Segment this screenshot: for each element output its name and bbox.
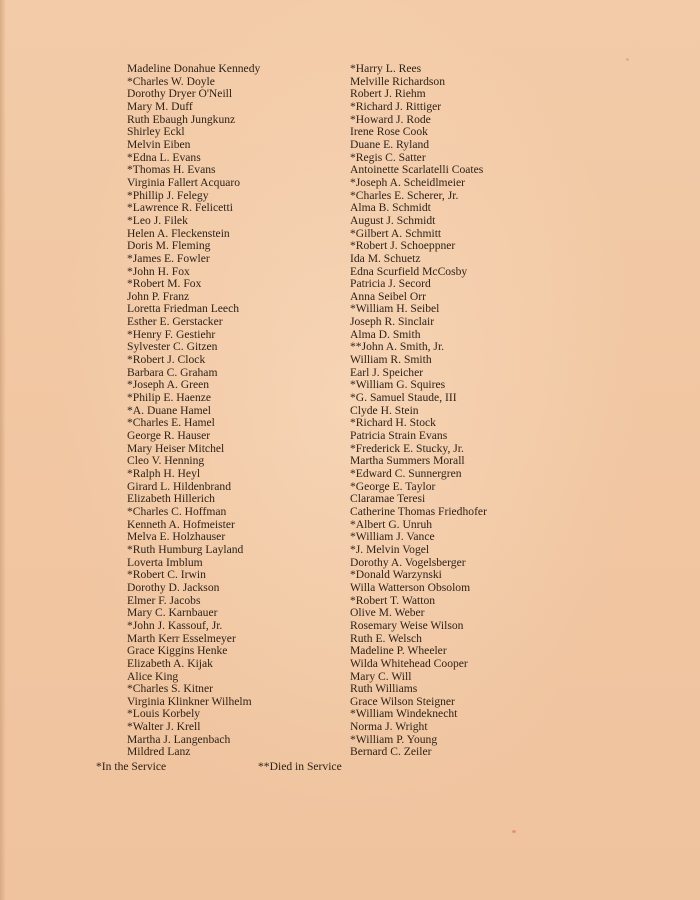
name-entry: Loverta Imblum (127, 555, 203, 569)
name-entry: Elmer F. Jacobs (127, 593, 201, 607)
name-entry: *Gilbert A. Schmitt (350, 226, 442, 240)
name-entry: *Ruth Humburg Layland (127, 542, 244, 556)
name-entry: Mildred Lanz (127, 745, 191, 759)
name-entry: Alma B. Schmidt (350, 201, 431, 215)
paper-stain (626, 58, 629, 61)
name-entry: Mary C. Will (350, 669, 412, 683)
name-entry: Alma D. Smith (350, 327, 421, 341)
name-entry: Dorothy D. Jackson (127, 580, 220, 594)
name-entry: *William J. Vance (350, 530, 435, 544)
name-entry: George R. Hauser (127, 429, 211, 443)
name-entry: *Robert C. Irwin (127, 568, 206, 582)
name-entry: **John A. Smith, Jr. (350, 340, 445, 354)
name-entry: August J. Schmidt (350, 213, 436, 227)
name-entry: Ida M. Schuetz (350, 251, 421, 265)
name-entry: *Robert T. Watton (350, 593, 436, 607)
name-entry: John P. Franz (127, 289, 190, 303)
name-entry: *Henry F. Gestiehr (127, 327, 216, 341)
name-entry: Virginia Fallert Acquaro (127, 175, 241, 189)
name-entry: Melvin Eiben (127, 137, 191, 151)
name-entry: Girard L. Hildenbrand (127, 479, 231, 493)
name-entry: Doris M. Fleming (127, 239, 211, 253)
names-column-right (350, 63, 487, 759)
name-entry: Irene Rose Cook (350, 125, 428, 139)
name-entry: *Thomas H. Evans (127, 163, 216, 177)
name-entry: Antoinette Scarlatelli Coates (350, 163, 484, 177)
footnote-in-service: *In the Service (96, 760, 167, 773)
name-entry: *Richard H. Stock (350, 416, 436, 430)
name-entry: Patricia Strain Evans (350, 429, 448, 443)
name-entry: Wilda Whitehead Cooper (350, 656, 468, 670)
name-entry: Grace Kiggins Henke (127, 644, 228, 658)
name-entry: Rosemary Weise Wilson (350, 618, 464, 632)
name-entry: Virginia Klinkner Wilhelm (127, 694, 252, 708)
page-edge-shadow (0, 0, 6, 900)
name-entry: *Howard J. Rode (350, 112, 431, 126)
name-entry: Joseph R. Sinclair (350, 315, 435, 329)
name-entry: *Lawrence R. Felicetti (127, 201, 233, 215)
name-entry: *G. Samuel Staude, III (350, 391, 457, 405)
name-entry: *Joseph A. Green (127, 378, 210, 392)
name-entry: Claramae Teresi (350, 492, 426, 506)
name-entry: *Charles E. Scherer, Jr. (350, 188, 459, 202)
name-entry: Robert J. Riehm (350, 87, 426, 101)
name-entry: Madeline P. Wheeler (350, 644, 447, 658)
name-entry: Bernard C. Zeiler (350, 745, 432, 759)
name-entry: *Robert J. Schoeppner (350, 239, 456, 253)
name-entry: *George E. Taylor (350, 479, 436, 493)
name-entry: Patricia J. Secord (350, 277, 431, 291)
name-entry: *Charles S. Kitner (127, 682, 213, 696)
name-entry: William R. Smith (350, 353, 432, 367)
name-entry: *Philip E. Haenze (127, 391, 212, 405)
name-entry: Clyde H. Stein (350, 403, 419, 417)
name-entry: Elizabeth A. Kijak (127, 656, 213, 670)
name-entry: Mary Heiser Mitchel (127, 441, 225, 455)
name-entry: Duane E. Ryland (350, 137, 430, 151)
paper-stain (512, 830, 516, 833)
name-entry: *William Windeknecht (350, 707, 458, 721)
name-entry: *Robert M. Fox (127, 277, 202, 291)
name-entry: Earl J. Speicher (350, 365, 424, 379)
name-entry: Martha J. Langenbach (127, 732, 231, 746)
name-entry: Martha Summers Morall (350, 454, 465, 468)
name-entry: *John H. Fox (127, 264, 190, 278)
name-entry: Dorothy Dryer O'Neill (127, 87, 233, 101)
name-entry: *William H. Seibel (350, 302, 440, 316)
name-entry: *Ralph H. Heyl (127, 467, 201, 480)
name-entry: *William P. Young (350, 732, 438, 746)
name-entry: Barbara C. Graham (127, 365, 218, 379)
name-entry: *Phillip J. Felegy (127, 188, 209, 202)
names-column-left (127, 63, 260, 759)
name-entry: Alice King (127, 669, 179, 683)
name-entry: Madeline Donahue Kennedy (127, 62, 261, 75)
name-entry: Cleo V. Henning (127, 454, 205, 468)
name-entry: *Regis C. Satter (350, 150, 426, 164)
name-entry: Shirley Eckl (127, 125, 185, 139)
name-entry: Ruth Ebaugh Jungkunz (127, 112, 236, 126)
name-entry: *Leo J. Filek (127, 213, 188, 227)
name-entry: Mary M. Duff (127, 99, 193, 113)
name-entry: Olive M. Weber (350, 606, 425, 620)
name-entry: Melville Richardson (350, 74, 445, 88)
name-entry: Elizabeth Hillerich (127, 492, 215, 506)
name-entry: *Frederick E. Stucky, Jr. (350, 441, 464, 455)
name-entry: *Joseph A. Scheidlmeier (350, 175, 465, 189)
name-entry: *Donald Warzynski (350, 568, 442, 582)
name-entry: *Richard J. Rittiger (350, 99, 442, 113)
name-entry: *William G. Squires (350, 378, 446, 392)
name-entry: *Albert G. Unruh (350, 517, 433, 531)
name-entry: Anna Seibel Orr (350, 289, 426, 303)
name-entry: Catherine Thomas Friedhofer (350, 504, 487, 518)
name-entry: *James E. Fowler (127, 251, 210, 265)
name-entry: *Robert J. Clock (127, 353, 206, 367)
name-entry: Ruth E. Welsch (350, 631, 422, 645)
name-entry: Ruth Williams (350, 682, 418, 696)
name-entry: *John J. Kassouf, Jr. (127, 618, 223, 632)
name-entry: Edna Scurfield McCosby (350, 264, 468, 278)
name-entry: Norma J. Wright (350, 720, 428, 734)
name-entry: *A. Duane Hamel (127, 403, 212, 417)
name-entry: *Edna L. Evans (127, 150, 201, 164)
name-entry: *Walter J. Krell (127, 720, 201, 734)
name-entry: Marth Kerr Esselmeyer (127, 631, 236, 645)
name-entry: *Charles C. Hoffman (127, 504, 227, 518)
name-entry: Grace Wilson Steigner (350, 694, 455, 708)
name-entry: Mary C. Karnbauer (127, 606, 218, 620)
name-entry: Dorothy A. Vogelsberger (350, 555, 466, 569)
name-entry: *J. Melvin Vogel (350, 542, 430, 556)
name-entry: Sylvester C. Gitzen (127, 340, 218, 354)
name-entry: Kenneth A. Hofmeister (127, 517, 235, 531)
name-entry: *Harry L. Rees (350, 62, 422, 75)
name-entry: *Louis Korbely (127, 707, 201, 721)
name-entry: Willa Watterson Obsolom (350, 580, 471, 594)
name-entry: Helen A. Fleckenstein (127, 226, 230, 240)
name-entry: Loretta Friedman Leech (127, 302, 240, 316)
footnote-died-in-service: **Died in Service (258, 760, 342, 773)
name-entry: *Edward C. Sunnergren (350, 467, 462, 480)
name-entry: Melva E. Holzhauser (127, 530, 226, 544)
name-entry: *Charles E. Hamel (127, 416, 215, 430)
name-entry: *Charles W. Doyle (127, 74, 215, 88)
name-entry: Esther E. Gerstacker (127, 315, 223, 329)
